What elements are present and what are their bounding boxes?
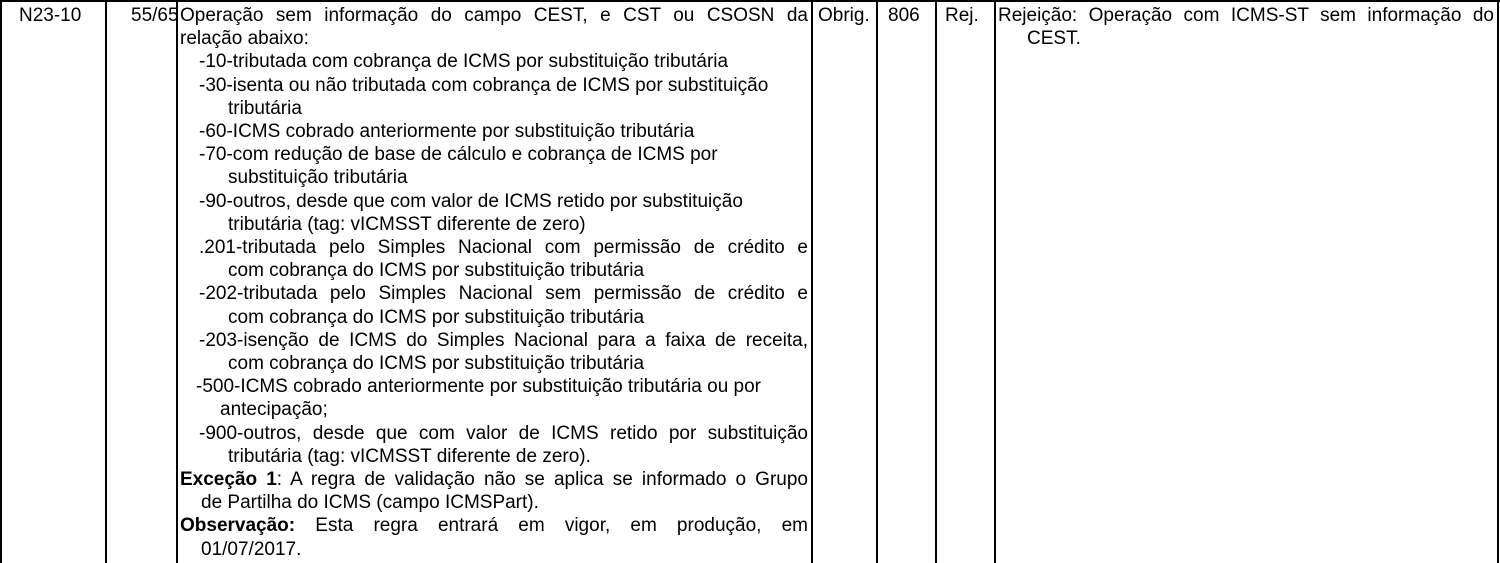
exception-line: [180, 468, 808, 491]
note-continuation: 01/07/2017.: [201, 538, 302, 560]
cst-item-continuation: tributária: [228, 97, 302, 119]
cst-item: -90-outros, desde que com valor de ICMS retido por substituição: [199, 190, 743, 212]
csosn-item: -500-ICMS cobrado anteriormente por substituição tributária ou por: [196, 376, 762, 398]
column-divider: [811, 0, 813, 563]
column-divider: [105, 0, 107, 563]
csosn-item-continuation: tributária (tag: vICMSST diferente de zero).: [228, 445, 591, 467]
csosn-item-continuation: com cobrança do ICMS por substituição tributária: [228, 306, 645, 328]
exception-label: Exceção 1: [180, 469, 277, 491]
note-text: Esta regra entrará em vigor, em produção, em: [295, 515, 808, 537]
column-divider: [994, 0, 996, 563]
status-code: 806: [888, 5, 920, 26]
rule-description: [180, 4, 808, 561]
column-divider: [1497, 0, 1499, 563]
exception-continuation: de Partilha do ICMS (campo ICMSPart).: [201, 492, 539, 514]
csosn-item: -202-tributada pelo Simples Nacional sem permissão de crédito e: [199, 283, 808, 305]
description-intro: relação abaixo:: [180, 28, 309, 50]
note-label: Observação:: [180, 515, 296, 537]
csosn-item: .201-tributada pelo Simples Nacional com permissão de crédito e: [199, 237, 808, 259]
rejection-message: [998, 4, 1494, 50]
exception-text: : A regra de validação não se aplica se informado o Grupo: [276, 469, 808, 491]
cst-item: -70-com redução de base de cálculo e cobrança de ICMS por: [199, 144, 718, 166]
description-intro: Operação sem informação do campo CEST, e CST ou CSOSN da: [180, 5, 808, 26]
cst-item-continuation: substituição tributária: [228, 167, 408, 189]
csosn-item-continuation: com cobrança do ICMS por substituição tributária: [228, 353, 645, 375]
table-top-border: [0, 0, 1500, 2]
csosn-item-continuation: antecipação;: [220, 399, 328, 421]
csosn-item: -203-isenção de ICMS do Simples Nacional para a faixa de receita,: [199, 329, 808, 351]
column-divider: [176, 0, 178, 563]
rule-code: N23-10: [19, 5, 82, 26]
csosn-item-continuation: com cobrança do ICMS por substituição tributária: [228, 260, 645, 282]
cst-item: -30-isenta ou não tributada com cobrança de ICMS por substituição: [199, 74, 769, 96]
cst-item: -10-tributada com cobrança de ICMS por substituição tributária: [199, 51, 729, 73]
note-line: [180, 514, 808, 537]
column-divider: [935, 0, 937, 563]
document-model: 55/65: [131, 5, 179, 26]
column-divider: [0, 0, 2, 563]
cst-item: -60-ICMS cobrado anteriormente por substituição tributária: [199, 121, 695, 143]
column-divider: [876, 0, 878, 563]
rejection-message-line: Rejeição: Operação com ICMS-ST sem informação do: [998, 5, 1494, 26]
obligation: Obrig.: [818, 5, 870, 26]
rejection-message-line: CEST.: [1027, 28, 1081, 50]
cst-item-continuation: tributária (tag: vICMSST diferente de zero): [228, 213, 586, 235]
csosn-item: -900-outros, desde que com valor de ICMS retido por substituição: [199, 422, 808, 444]
effect: Rej.: [945, 5, 979, 26]
